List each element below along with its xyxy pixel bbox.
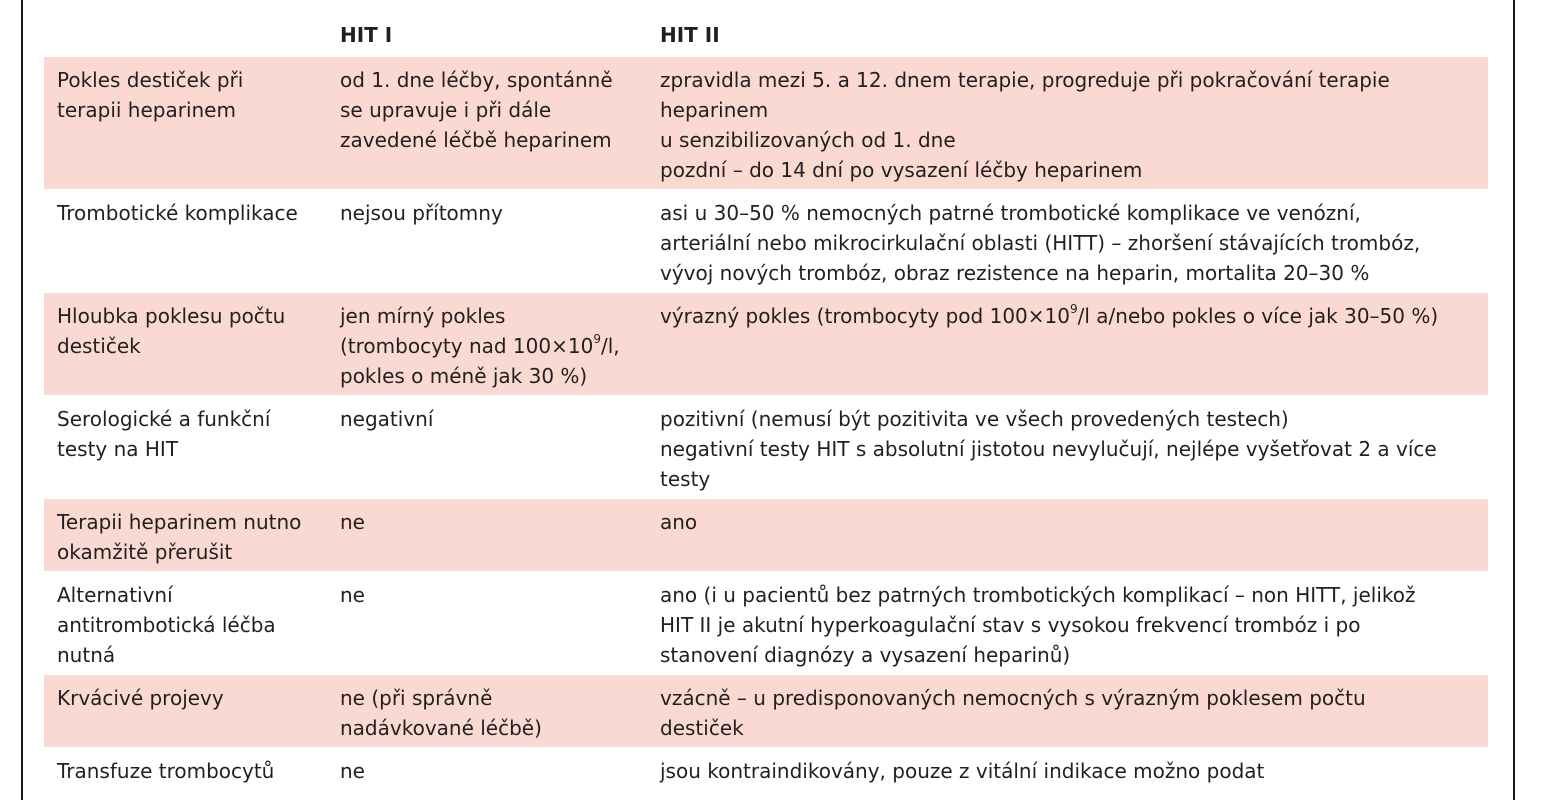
row-hit2 [647,395,1488,498]
row-hit1 [327,674,647,747]
row-hit2 [647,498,1488,571]
text-line: heparinem [660,98,769,122]
text-line: destiček [660,716,744,740]
text-line: okamžitě přerušit [57,540,233,564]
text-line: Terapii heparinem nutno [57,510,302,534]
superscript: 9 [593,332,601,347]
header-empty [44,16,327,56]
table-row [44,747,1488,790]
text-line: Krvácivé projevy [57,686,224,710]
text-line: HIT II je akutní hyperkoagulační stav s vysokou frekvencí trombóz i po [660,613,1361,637]
text-line: negativní [340,407,434,431]
text-line: zavedené léčbě heparinem [340,128,612,152]
row-hit1 [327,189,647,292]
text-fragment: výrazný pokles (trombocyty pod 100×10 [660,304,1070,328]
row-label [44,674,327,747]
row-label [44,292,327,395]
row-label [44,498,327,571]
text-line: asi u 30–50 % nemocných patrné trombotické komplikace ve venózní, [660,201,1361,225]
text-line: Serologické a funkční [57,407,271,431]
text-line: Pokles destiček při [57,68,244,92]
text-line: Trombotické komplikace [57,201,298,225]
table-row [44,292,1488,395]
table-row [44,571,1488,674]
row-hit1 [327,292,647,395]
text-line: ano (i u pacientů bez patrných trombotických komplikací – non HITT, jelikož [660,583,1416,607]
text-line: ano [660,510,698,534]
text-line: jen mírný pokles [340,304,506,328]
row-hit2 [647,292,1488,395]
row-hit2 [647,189,1488,292]
text-line [660,301,1488,331]
text-line: arteriální nebo mikrocirkulační oblasti (HITT) – zhoršení stávajících trombóz, [660,231,1421,255]
row-hit1 [327,747,647,790]
row-label [44,395,327,498]
row-hit1 [327,498,647,571]
row-label [44,571,327,674]
text-line: nejsou přítomny [340,201,503,225]
text-line: ne [340,759,365,783]
text-line: stanovení diagnózy a vysazení heparinů) [660,643,1071,667]
hit-comparison-table [44,16,1488,790]
text-line: zpravidla mezi 5. a 12. dnem terapie, progreduje při pokračování terapie [660,68,1390,92]
text-line: antitrombotická léčba [57,613,276,637]
text-fragment: (trombocyty nad 100×10 [340,334,594,358]
table-row [44,56,1488,189]
text-line: Hloubka poklesu počtu [57,304,286,328]
row-hit2 [647,747,1488,790]
text-line: u senzibilizovaných od 1. dne [660,128,956,152]
text-line: testy na HIT [57,437,179,461]
table-row [44,395,1488,498]
row-label [44,747,327,790]
text-line: ne [340,510,365,534]
text-fragment: /l, [600,334,620,358]
text-line: se upravuje i při dále [340,98,552,122]
table-row [44,498,1488,571]
text-line: pozitivní (nemusí být pozitivita ve všech provedených testech) [660,407,1289,431]
table-row [44,674,1488,747]
header-hit1: HIT I [340,23,393,47]
text-line [340,331,647,361]
text-line: od 1. dne léčby, spontánně [340,68,613,92]
header-hit2: HIT II [660,23,720,47]
table-header-row [44,16,1488,56]
text-line: vzácně – u predisponovaných nemocných s výrazným poklesem počtu [660,686,1366,710]
text-line: testy [660,467,711,491]
text-fragment: /l a/nebo pokles o více jak 30–50 %) [1077,304,1439,328]
text-line: pozdní – do 14 dní po vysazení léčby heparinem [660,158,1143,182]
table-row [44,189,1488,292]
row-hit1 [327,56,647,189]
row-label [44,189,327,292]
row-hit1 [327,571,647,674]
text-line: terapii heparinem [57,98,236,122]
text-line: negativní testy HIT s absolutní jistotou nevylučují, nejlépe vyšetřovat 2 a více [660,437,1437,461]
text-line: ne (při správně [340,686,493,710]
text-line: jsou kontraindikovány, pouze z vitální indikace možno podat [660,759,1265,783]
text-line: nutná [57,643,116,667]
row-hit2 [647,571,1488,674]
text-line: Alternativní [57,583,173,607]
text-line: destiček [57,334,141,358]
text-line: pokles o méně jak 30 %) [340,364,588,388]
text-line: vývoj nových trombóz, obraz rezistence na heparin, mortalita 20–30 % [660,261,1370,285]
row-hit2 [647,56,1488,189]
text-line: nadávkované léčbě) [340,716,542,740]
text-line: Transfuze trombocytů [57,759,275,783]
row-hit2 [647,674,1488,747]
text-line: ne [340,583,365,607]
row-hit1 [327,395,647,498]
superscript: 9 [1069,302,1078,317]
row-label [44,56,327,189]
